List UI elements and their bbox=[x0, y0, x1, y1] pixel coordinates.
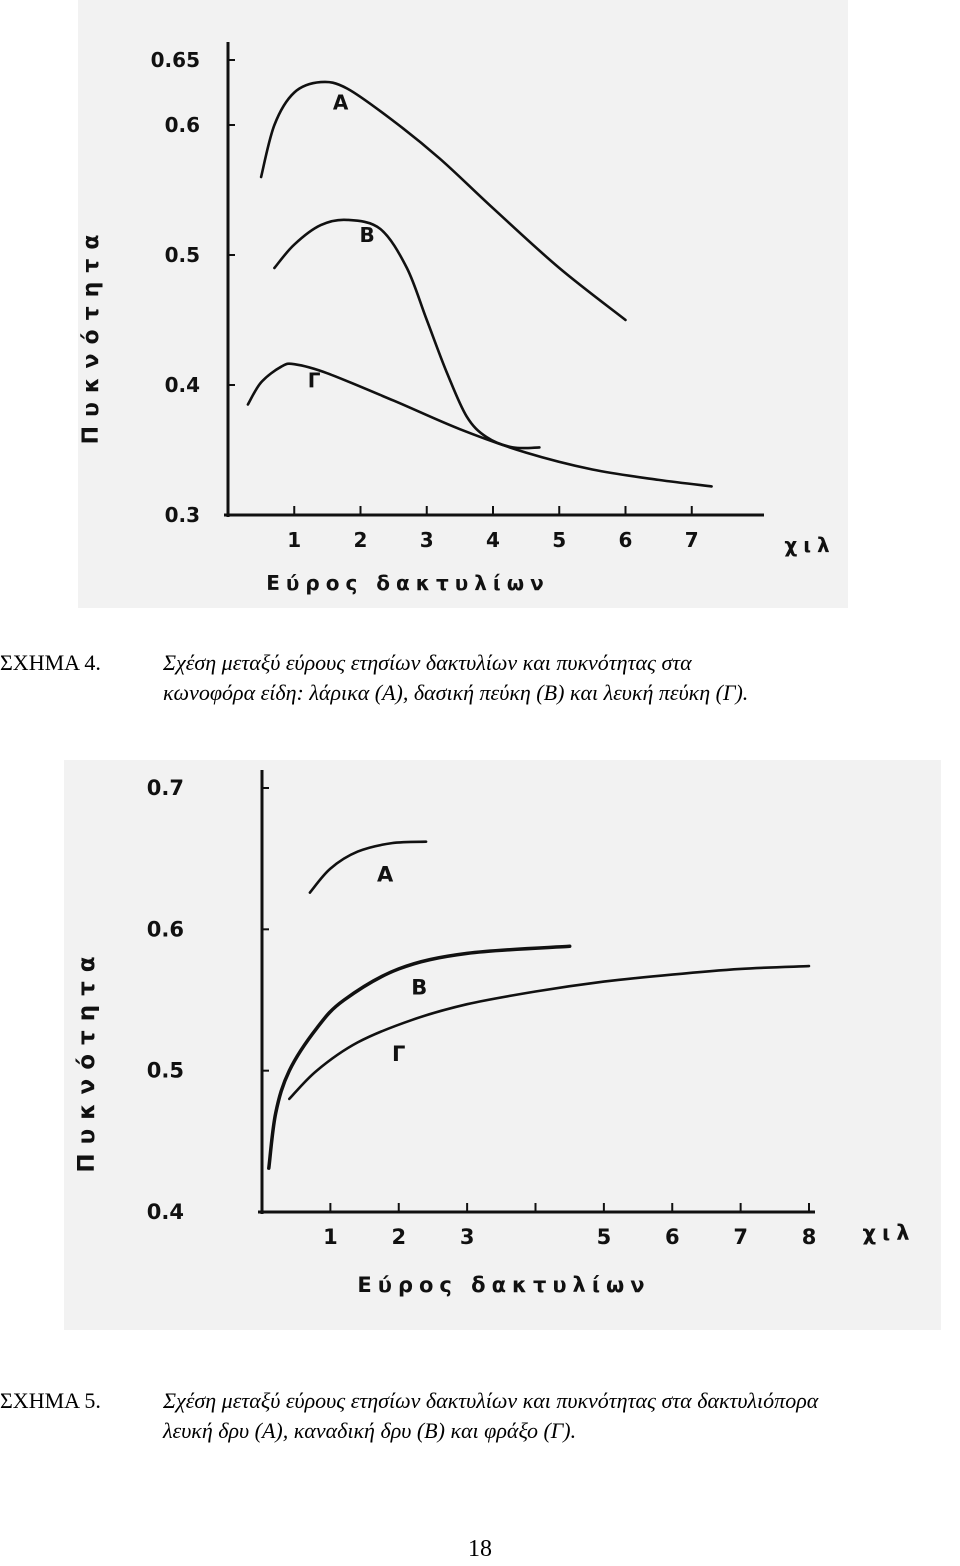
chart-5-y-tick-label: 0.4 bbox=[146, 1200, 184, 1224]
chart-5-x-tick-label: 5 bbox=[596, 1225, 612, 1249]
caption-4-label: ΣΧΗΜΑ 4. bbox=[0, 650, 101, 675]
chart-4-y-tick-label: 0.65 bbox=[150, 48, 200, 72]
chart-5-x-tick-label: 8 bbox=[801, 1225, 817, 1249]
chart-5-svg bbox=[64, 760, 941, 1330]
chart-4-series-3-label: Γ bbox=[307, 368, 321, 393]
chart-5-y-tick-label: 0.7 bbox=[146, 776, 184, 800]
chart-5-x-tick-label: 2 bbox=[391, 1225, 407, 1249]
caption-4-line1: Σχέση μεταξύ εύρους ετησίων δακτυλίων και πυκνότητας στα bbox=[163, 650, 692, 675]
chart-4-y-tick-label: 0.5 bbox=[164, 243, 200, 267]
chart-4-svg bbox=[78, 0, 848, 608]
chart-4-series-2-line bbox=[274, 220, 539, 448]
chart-5-x-tick-label: 1 bbox=[323, 1225, 338, 1249]
caption-4-line2: κωνοφόρα είδη: λάρικα (Α), δασική πεύκη (Β) και λευκή πεύκη (Γ). bbox=[163, 680, 749, 705]
chart-4-x-tick-label: 4 bbox=[486, 528, 500, 552]
caption-5-line2: λευκή δρυ (Α), καναδική δρυ (Β) και φράξο (Γ). bbox=[163, 1418, 577, 1443]
chart-5-y-axis-label: Πυκνότητα bbox=[74, 947, 100, 1173]
chart-5-series-1-line bbox=[310, 842, 426, 893]
chart-4-x-tick-label: 6 bbox=[618, 528, 633, 552]
chart-5-x-unit: χιλ bbox=[862, 1221, 916, 1245]
chart-4-x-tick-label: 5 bbox=[552, 528, 567, 552]
caption-5-line1: Σχέση μεταξύ εύρους ετησίων δακτυλίων και πυκνότητας στα δακτυλιόπορα bbox=[163, 1388, 819, 1413]
caption-5-label: ΣΧΗΜΑ 5. bbox=[0, 1388, 101, 1413]
caption-4 bbox=[0, 648, 960, 712]
chart-4-x-axis-label: Εύρος δακτυλίων bbox=[266, 571, 550, 595]
chart-4-x-tick-label: 7 bbox=[684, 528, 699, 552]
page-number: 18 bbox=[468, 1536, 492, 1562]
chart-4-y-tick-label: 0.4 bbox=[164, 373, 200, 397]
chart-5-x-axis-label: Εύρος δακτυλίων bbox=[357, 1273, 651, 1297]
chart-5-y-tick-label: 0.5 bbox=[146, 1058, 184, 1083]
chart-4-x-tick-label: 1 bbox=[287, 528, 302, 552]
chart-5-series-2-label: Β bbox=[411, 975, 428, 1000]
chart-4-y-axis-label: Πυκνότητα bbox=[79, 225, 104, 445]
chart-5-y-tick-label: 0.6 bbox=[146, 917, 184, 942]
chart-4-series-1-label: Α bbox=[332, 90, 349, 115]
chart-4-x-tick-label: 2 bbox=[353, 528, 368, 552]
chart-5-series-1-label: Α bbox=[376, 862, 394, 887]
chart-5 bbox=[64, 760, 941, 1330]
chart-4-series-1-line bbox=[261, 82, 625, 320]
chart-5-x-tick-label: 6 bbox=[664, 1225, 680, 1249]
chart-4-x-unit: χιλ bbox=[784, 533, 836, 557]
chart-5-series-3-label: Γ bbox=[392, 1041, 406, 1066]
caption-5 bbox=[0, 1386, 960, 1450]
chart-4-series-2-label: Β bbox=[359, 223, 375, 247]
chart-4-y-tick-label: 0.6 bbox=[164, 113, 200, 137]
chart-4 bbox=[78, 0, 848, 608]
chart-5-x-tick-label: 7 bbox=[733, 1225, 748, 1249]
chart-4-y-tick-label: 0.3 bbox=[164, 503, 200, 527]
chart-4-x-tick-label: 3 bbox=[419, 528, 434, 552]
chart-5-x-tick-label: 3 bbox=[459, 1225, 475, 1249]
